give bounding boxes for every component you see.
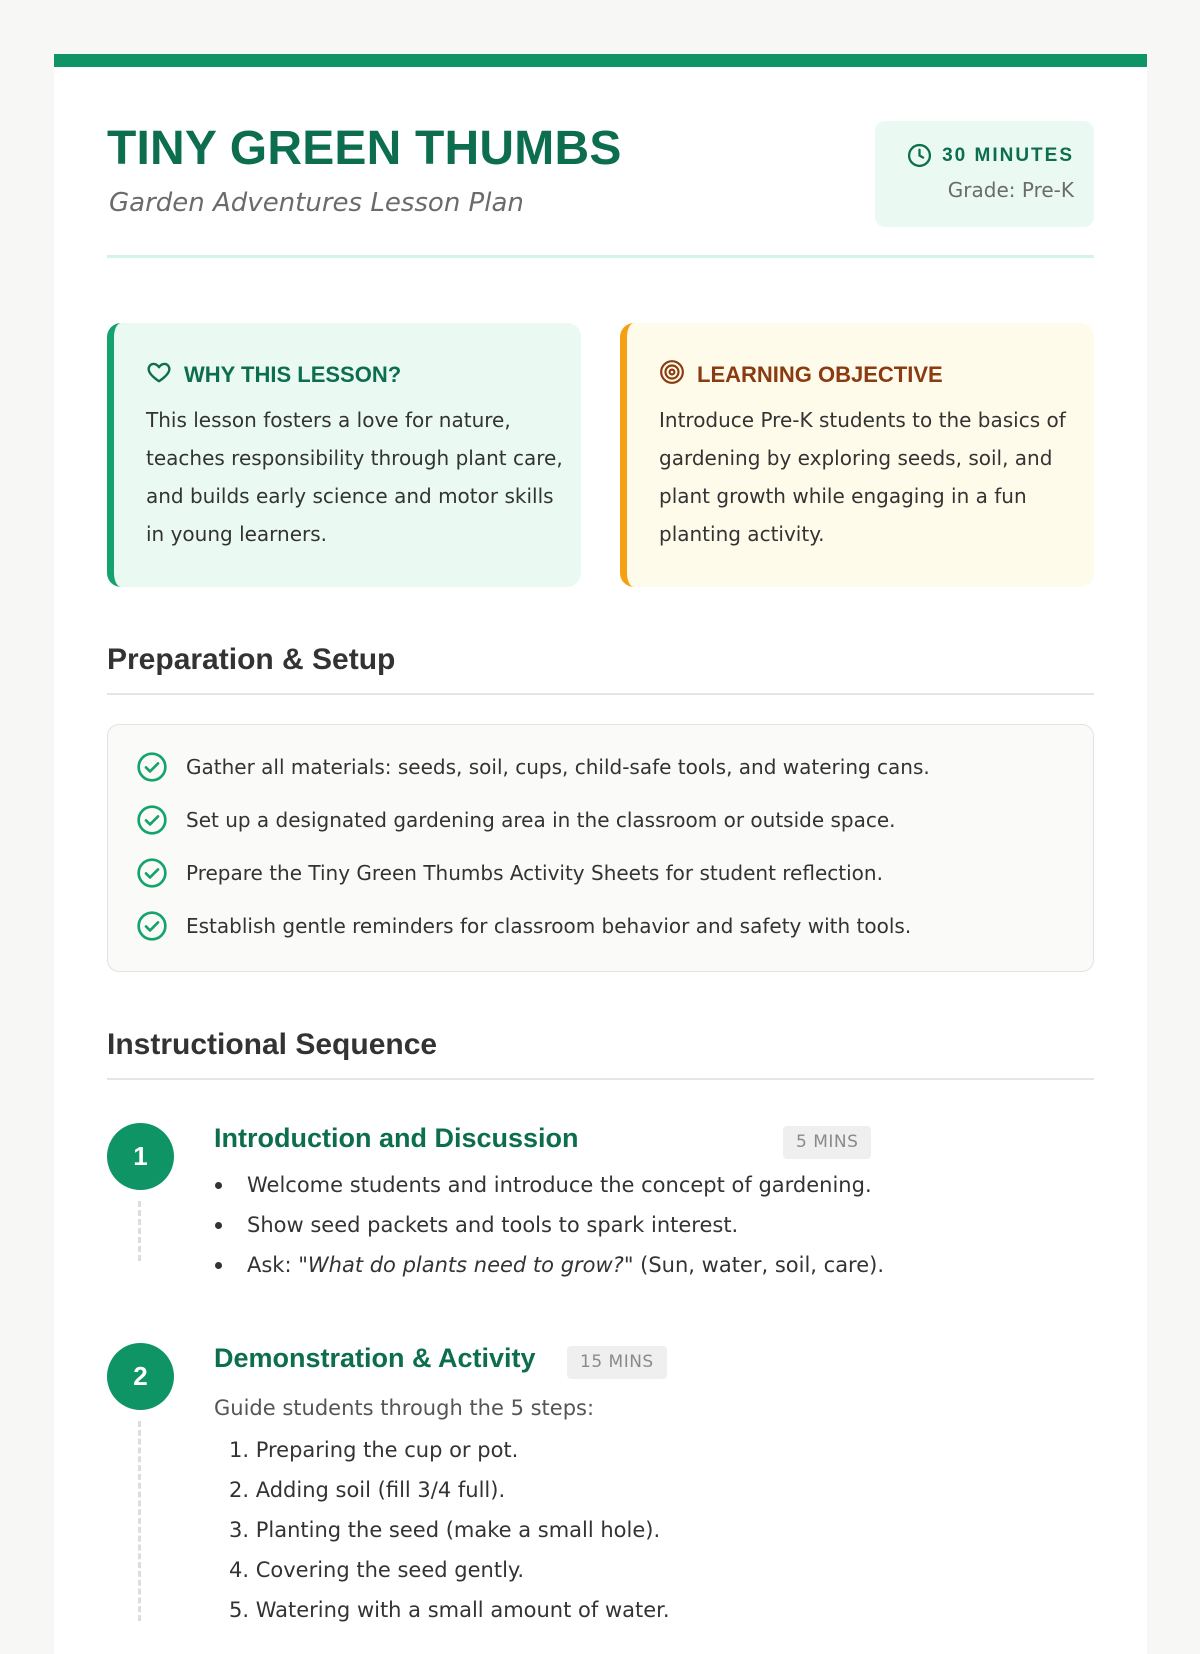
lesson-meta-card xyxy=(875,121,1094,227)
duration-label: 30 MINUTES xyxy=(942,144,1074,166)
lesson-subtitle: Garden Adventures Lesson Plan xyxy=(109,188,524,218)
prep-item-text: Establish gentle reminders for classroom behavior and safety with tools. xyxy=(186,914,912,938)
clock-icon xyxy=(907,143,932,168)
why-card-heading xyxy=(146,359,401,391)
prep-item xyxy=(136,857,883,889)
list-item: Show seed packets and tools to spark interest. xyxy=(214,1205,884,1245)
list-item: 4. Covering the seed gently. xyxy=(229,1558,525,1582)
list-item xyxy=(214,1245,884,1285)
why-this-lesson-card xyxy=(107,323,581,587)
prep-item xyxy=(136,804,896,836)
prep-item-text: Gather all materials: seeds, soil, cups, child-safe tools, and watering cans. xyxy=(186,755,930,779)
step-title: Introduction and Discussion xyxy=(214,1123,579,1153)
prep-item xyxy=(136,910,911,942)
prep-item-text: Prepare the Tiny Green Thumbs Activity Sheets for student reflection. xyxy=(186,861,883,885)
heart-icon xyxy=(146,359,172,391)
objective-card-heading xyxy=(659,359,943,391)
step-title: Demonstration & Activity xyxy=(214,1343,536,1373)
step-connector-line xyxy=(138,1421,141,1621)
why-card-body: This lesson fosters a love for nature, teaches responsibility through plant care, and builds early science and motor skills in young learners. xyxy=(146,408,563,546)
lesson-title: TINY GREEN THUMBS xyxy=(107,122,622,175)
step-duration-badge: 5 MINS xyxy=(783,1126,871,1159)
step-bullet-list xyxy=(214,1165,884,1285)
ask-suffix: (Sun, water, soil, care). xyxy=(633,1253,885,1277)
step-duration-badge: 15 MINS xyxy=(567,1346,667,1379)
ask-question: "What do plants need to grow?" xyxy=(298,1253,634,1277)
prep-item-text: Set up a designated gardening area in the classroom or outside space. xyxy=(186,808,896,832)
step-lead-text: Guide students through the 5 steps: xyxy=(214,1396,595,1420)
grade-label: Grade: Pre-K xyxy=(947,178,1074,202)
step-number-badge: 1 xyxy=(107,1123,174,1190)
check-circle-icon xyxy=(136,857,168,889)
check-circle-icon xyxy=(136,804,168,836)
duration-row xyxy=(907,143,1074,168)
objective-card-title: LEARNING OBJECTIVE xyxy=(697,362,943,387)
list-item: 5. Watering with a small amount of water. xyxy=(229,1598,670,1622)
preparation-checklist xyxy=(107,724,1094,972)
prep-item xyxy=(136,751,930,783)
list-item: Welcome students and introduce the concept of gardening. xyxy=(214,1165,884,1205)
check-circle-icon xyxy=(136,910,168,942)
step-connector-line xyxy=(138,1201,141,1261)
check-circle-icon xyxy=(136,751,168,783)
preparation-section-title: Preparation & Setup xyxy=(107,639,1094,695)
sequence-section-title: Instructional Sequence xyxy=(107,1024,1094,1080)
list-item: 3. Planting the seed (make a small hole). xyxy=(229,1518,661,1542)
target-icon xyxy=(659,359,685,391)
why-card-title: WHY THIS LESSON? xyxy=(184,362,402,387)
lesson-header xyxy=(107,121,1094,258)
list-item: 1. Preparing the cup or pot. xyxy=(229,1438,519,1462)
ask-prefix: Ask: xyxy=(247,1253,299,1277)
step-number-badge: 2 xyxy=(107,1343,174,1410)
learning-objective-card xyxy=(620,323,1094,587)
objective-card-body: Introduce Pre-K students to the basics of gardening by exploring seeds, soil, and plant growth while engaging in a fun planting activity. xyxy=(659,408,1066,546)
step-numbered-list xyxy=(229,1430,670,1630)
lesson-plan-page xyxy=(54,54,1147,1654)
list-item: 2. Adding soil (fill 3/4 full). xyxy=(229,1478,506,1502)
